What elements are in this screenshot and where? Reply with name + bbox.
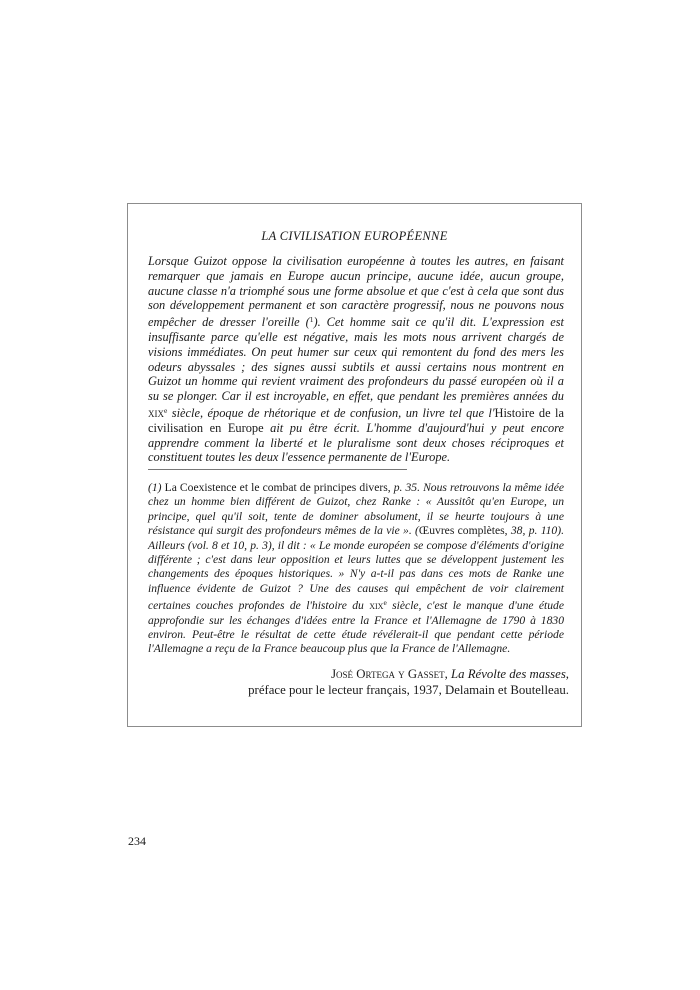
main-text-part-3: siècle, époque de rhétorique et de confusion, un livre tel que l'	[167, 405, 495, 420]
page-number: 234	[128, 834, 146, 848]
main-text-part-2: ). Cet homme sait ce qu'il dit. L'expression est insuffisante parce qu'elle est négative, mais les mots nous arrivent chargés de visions immédiates. On peut humer sur ceux qui remontent du fond des mers les odeurs abyssales ; des signes aussi subtils et aussi certains nous montrent en Guizot un homme qui revient vraiment des profondeurs du passé européen où il a su se plonger. Car il est incroyable, en effet, que pendant les premières années du	[148, 315, 564, 404]
attribution	[129, 666, 569, 698]
footnote-text-part-2: 38, p. 110). Ailleurs (vol. 8 et 10, p. 3), il dit : « Le monde européen se compose d'éléments d'origine différente ; c'est dans leur opposition et leurs luttes que se développent justement les changements des époques historiques. » N'y a-t-il pas dans ces mots de Ranke une influence évidente de Guizot ? Une des causes qui empêchent de voir clairement certaines couches profondes de l'histoire du	[148, 524, 564, 613]
attribution-line-2: préface pour le lecteur français, 1937, Delamain et Boutelleau.	[248, 683, 569, 697]
century-superscript: e	[164, 405, 168, 415]
footnote-reference: 1	[309, 315, 314, 325]
attribution-work: La Révolte des masses,	[451, 667, 569, 681]
footnote-century-superscript: e	[383, 598, 387, 608]
main-paragraph	[148, 254, 564, 465]
footnote-text-part-1: p. 35. Nous retrouvons la même idée chez un homme bien différent de Guizot, chez Ranke : « Aussitôt qu'en Europe, un principe, quel qu'il soit, tente de dominer absolument, il se heurte toujours à une résistance qui surgit des profondeurs mêmes de la vie ». (	[148, 481, 564, 538]
footnote-marker: (1)	[148, 481, 165, 494]
footnote-text-part-3: siècle, c'est le manque d'une étude approfondie sur les échanges d'idées entre la France et l'Allemagne de 1790 à 1830 environ. Peut-être le résultat de cette étude révélerait-il que pendant cette période l'Allemagne a reçu de la France beaucoup plus que la France de l'Allemagne.	[148, 599, 564, 656]
main-paragraph-text	[148, 254, 564, 465]
footnote-work-title-1: La Coexistence et le combat de principes divers,	[164, 481, 391, 494]
footnote-work-title-2: Œuvres complètes,	[418, 524, 508, 538]
century-numeral: xix	[148, 405, 164, 420]
box-title: LA CIVILISATION EUROPÉENNE	[261, 229, 448, 243]
footnote-century-numeral: xix	[369, 599, 384, 613]
footnote	[148, 481, 564, 657]
quote-box	[127, 203, 582, 727]
book-title: Histoire de la civilisation en Europe	[148, 405, 564, 435]
main-text-part-4: ait pu être écrit. L'homme d'aujourd'hui y peut encore apprendre comment la liberté et le pluralisme sont deux choses réciproques et constituent toutes les deux l'essence permanente de l'Europe.	[148, 420, 564, 465]
attribution-author: José Ortega y Gasset,	[331, 667, 448, 681]
main-text-part-1: Lorsque Guizot oppose la civilisation européenne à toutes les autres, en faisant remarquer que jamais en Europe aucun principe, aucune idée, aucun groupe, aucune classe n'a triomphé sous une forme absolue et que c'est à cela que sont dus son développement permanent et son caractère progressif, nous ne pouvons nous empêcher de dresser l'oreille (	[148, 254, 564, 330]
attribution-line-1	[129, 666, 569, 682]
footnote-divider	[148, 469, 407, 470]
